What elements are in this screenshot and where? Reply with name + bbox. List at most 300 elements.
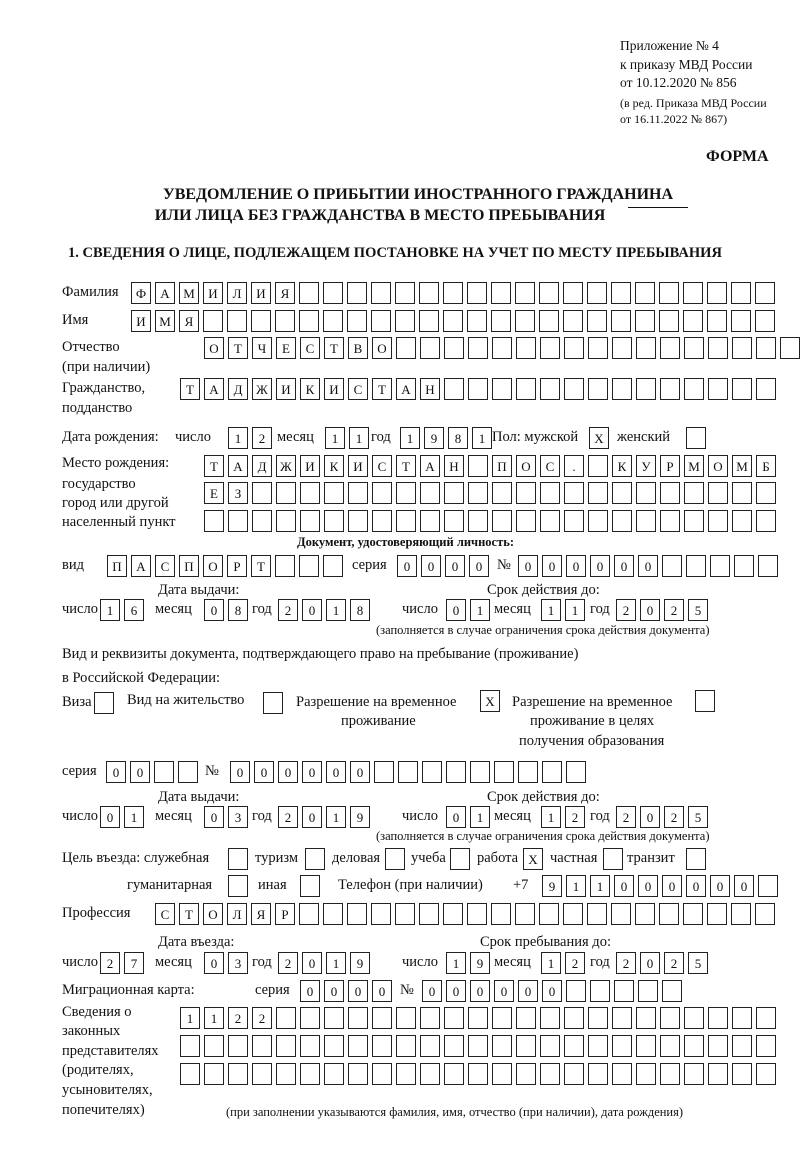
char-cell[interactable] — [614, 980, 634, 1002]
char-cell[interactable] — [300, 1063, 320, 1085]
char-cell[interactable]: 0 — [566, 555, 586, 577]
char-cell[interactable] — [300, 1007, 320, 1029]
char-cell[interactable] — [468, 510, 488, 532]
char-cell[interactable]: 9 — [542, 875, 562, 897]
char-cell[interactable] — [468, 1035, 488, 1057]
char-cell[interactable]: Л — [227, 282, 247, 304]
char-cell[interactable] — [323, 555, 343, 577]
char-cell[interactable] — [395, 282, 415, 304]
char-cell[interactable]: 0 — [638, 555, 658, 577]
char-cell[interactable]: А — [420, 455, 440, 477]
char-cell[interactable] — [684, 510, 704, 532]
char-cell[interactable] — [731, 903, 751, 925]
checkbox[interactable] — [228, 875, 248, 897]
char-cell[interactable] — [758, 875, 778, 897]
char-cell[interactable] — [660, 1035, 680, 1057]
char-cell[interactable]: И — [300, 455, 320, 477]
char-cell[interactable]: К — [324, 455, 344, 477]
char-cell[interactable]: И — [203, 282, 223, 304]
checkbox[interactable] — [300, 875, 320, 897]
checkbox[interactable] — [305, 848, 325, 870]
field-doc-number[interactable] — [518, 555, 778, 577]
char-cell[interactable]: Н — [420, 378, 440, 400]
char-cell[interactable]: Б — [756, 455, 776, 477]
char-cell[interactable]: Я — [179, 310, 199, 332]
char-cell[interactable] — [180, 1063, 200, 1085]
char-cell[interactable] — [588, 510, 608, 532]
char-cell[interactable] — [708, 337, 728, 359]
char-cell[interactable]: 0 — [204, 599, 224, 621]
char-cell[interactable]: 0 — [422, 980, 442, 1002]
field-until-day[interactable] — [446, 952, 490, 974]
char-cell[interactable]: 2 — [616, 599, 636, 621]
field-stay-valid-year[interactable] — [616, 806, 708, 828]
char-cell[interactable] — [300, 482, 320, 504]
char-cell[interactable] — [588, 337, 608, 359]
char-cell[interactable]: Д — [228, 378, 248, 400]
checkbox[interactable] — [686, 427, 706, 449]
char-cell[interactable] — [491, 310, 511, 332]
char-cell[interactable]: 0 — [230, 761, 250, 783]
char-cell[interactable] — [708, 1063, 728, 1085]
char-cell[interactable] — [636, 1063, 656, 1085]
char-cell[interactable] — [732, 1063, 752, 1085]
char-cell[interactable] — [756, 1035, 776, 1057]
char-cell[interactable] — [563, 310, 583, 332]
char-cell[interactable] — [492, 378, 512, 400]
char-cell[interactable] — [516, 1035, 536, 1057]
char-cell[interactable]: 0 — [640, 806, 660, 828]
char-cell[interactable] — [684, 1063, 704, 1085]
field-stay-valid-month[interactable] — [541, 806, 585, 828]
char-cell[interactable]: Е — [204, 482, 224, 504]
char-cell[interactable] — [564, 1035, 584, 1057]
char-cell[interactable] — [372, 1007, 392, 1029]
char-cell[interactable] — [251, 310, 271, 332]
char-cell[interactable]: 1 — [541, 806, 561, 828]
field-birthplace-2[interactable] — [204, 482, 776, 504]
char-cell[interactable]: 0 — [302, 952, 322, 974]
char-cell[interactable]: 1 — [565, 599, 585, 621]
char-cell[interactable] — [756, 1007, 776, 1029]
char-cell[interactable]: 0 — [302, 806, 322, 828]
char-cell[interactable]: 0 — [542, 980, 562, 1002]
char-cell[interactable]: С — [372, 455, 392, 477]
char-cell[interactable] — [516, 510, 536, 532]
char-cell[interactable] — [348, 1035, 368, 1057]
field-mc-series[interactable] — [300, 980, 392, 1002]
field-stay-valid-day[interactable] — [446, 806, 490, 828]
field-until-month[interactable] — [541, 952, 585, 974]
char-cell[interactable] — [324, 1035, 344, 1057]
char-cell[interactable]: 0 — [302, 761, 322, 783]
char-cell[interactable] — [540, 482, 560, 504]
char-cell[interactable]: М — [179, 282, 199, 304]
char-cell[interactable]: Т — [396, 455, 416, 477]
char-cell[interactable] — [420, 1035, 440, 1057]
title-blank-line[interactable] — [628, 207, 688, 208]
char-cell[interactable] — [564, 1007, 584, 1029]
char-cell[interactable]: 3 — [228, 952, 248, 974]
char-cell[interactable]: 2 — [664, 806, 684, 828]
char-cell[interactable] — [566, 761, 586, 783]
field-doc-valid-month[interactable] — [541, 599, 585, 621]
field-sex-female[interactable] — [686, 427, 706, 449]
char-cell[interactable]: 2 — [664, 952, 684, 974]
char-cell[interactable]: 1 — [541, 952, 561, 974]
char-cell[interactable] — [470, 761, 490, 783]
char-cell[interactable] — [758, 555, 778, 577]
char-cell[interactable]: 0 — [518, 980, 538, 1002]
char-cell[interactable]: 0 — [324, 980, 344, 1002]
char-cell[interactable]: 5 — [688, 599, 708, 621]
char-cell[interactable] — [659, 903, 679, 925]
char-cell[interactable] — [203, 310, 223, 332]
char-cell[interactable]: 0 — [278, 761, 298, 783]
char-cell[interactable]: С — [155, 903, 175, 925]
field-stay-series[interactable] — [106, 761, 198, 783]
char-cell[interactable]: 0 — [446, 806, 466, 828]
char-cell[interactable]: Т — [180, 378, 200, 400]
field-sex-male[interactable] — [589, 427, 609, 449]
char-cell[interactable]: М — [732, 455, 752, 477]
char-cell[interactable] — [564, 482, 584, 504]
char-cell[interactable]: А — [204, 378, 224, 400]
field-stay-issue-month[interactable] — [204, 806, 248, 828]
char-cell[interactable] — [468, 1063, 488, 1085]
char-cell[interactable] — [348, 510, 368, 532]
char-cell[interactable]: 9 — [350, 952, 370, 974]
char-cell[interactable]: А — [228, 455, 248, 477]
char-cell[interactable] — [372, 1035, 392, 1057]
char-cell[interactable] — [660, 337, 680, 359]
char-cell[interactable] — [636, 482, 656, 504]
field-birthplace-3[interactable] — [204, 510, 776, 532]
char-cell[interactable] — [564, 378, 584, 400]
char-cell[interactable]: 3 — [228, 806, 248, 828]
char-cell[interactable]: З — [228, 482, 248, 504]
char-cell[interactable]: Т — [324, 337, 344, 359]
char-cell[interactable] — [540, 378, 560, 400]
char-cell[interactable]: И — [276, 378, 296, 400]
char-cell[interactable] — [468, 378, 488, 400]
char-cell[interactable]: 0 — [130, 761, 150, 783]
char-cell[interactable] — [396, 1063, 416, 1085]
char-cell[interactable]: 0 — [106, 761, 126, 783]
char-cell[interactable]: 0 — [254, 761, 274, 783]
char-cell[interactable] — [636, 1035, 656, 1057]
char-cell[interactable]: 1 — [541, 599, 561, 621]
char-cell[interactable] — [780, 337, 800, 359]
char-cell[interactable] — [494, 761, 514, 783]
char-cell[interactable] — [204, 1063, 224, 1085]
char-cell[interactable] — [662, 980, 682, 1002]
field-p-study[interactable] — [450, 848, 470, 870]
field-phone[interactable] — [542, 875, 778, 897]
char-cell[interactable] — [612, 1007, 632, 1029]
char-cell[interactable]: С — [155, 555, 175, 577]
char-cell[interactable]: 1 — [100, 599, 120, 621]
char-cell[interactable] — [636, 1007, 656, 1029]
char-cell[interactable] — [732, 1007, 752, 1029]
char-cell[interactable]: 0 — [469, 555, 489, 577]
char-cell[interactable] — [419, 282, 439, 304]
char-cell[interactable]: 0 — [100, 806, 120, 828]
char-cell[interactable] — [755, 282, 775, 304]
char-cell[interactable]: 2 — [278, 599, 298, 621]
char-cell[interactable] — [636, 337, 656, 359]
char-cell[interactable] — [611, 282, 631, 304]
char-cell[interactable] — [443, 903, 463, 925]
char-cell[interactable]: 1 — [349, 427, 369, 449]
char-cell[interactable] — [419, 903, 439, 925]
char-cell[interactable]: 1 — [228, 427, 248, 449]
char-cell[interactable] — [300, 510, 320, 532]
char-cell[interactable] — [252, 1063, 272, 1085]
char-cell[interactable] — [611, 903, 631, 925]
char-cell[interactable] — [395, 903, 415, 925]
char-cell[interactable]: Т — [179, 903, 199, 925]
char-cell[interactable]: 2 — [565, 952, 585, 974]
field-reps-2[interactable] — [180, 1035, 776, 1057]
char-cell[interactable] — [516, 1063, 536, 1085]
char-cell[interactable] — [515, 310, 535, 332]
field-citizenship[interactable] — [180, 378, 776, 400]
char-cell[interactable]: Ж — [252, 378, 272, 400]
char-cell[interactable] — [252, 1035, 272, 1057]
char-cell[interactable]: 5 — [688, 952, 708, 974]
char-cell[interactable] — [732, 482, 752, 504]
char-cell[interactable]: 0 — [686, 875, 706, 897]
char-cell[interactable] — [683, 903, 703, 925]
char-cell[interactable] — [756, 1063, 776, 1085]
char-cell[interactable] — [684, 1007, 704, 1029]
field-stay-issue-year[interactable] — [278, 806, 370, 828]
char-cell[interactable] — [734, 555, 754, 577]
checkbox[interactable] — [94, 692, 114, 714]
char-cell[interactable] — [468, 1007, 488, 1029]
char-cell[interactable] — [635, 310, 655, 332]
char-cell[interactable] — [276, 1063, 296, 1085]
field-doc-type[interactable] — [107, 555, 343, 577]
char-cell[interactable] — [492, 510, 512, 532]
char-cell[interactable] — [178, 761, 198, 783]
char-cell[interactable] — [566, 980, 586, 1002]
field-doc-issue-month[interactable] — [204, 599, 248, 621]
char-cell[interactable] — [324, 510, 344, 532]
char-cell[interactable]: 0 — [326, 761, 346, 783]
checkbox[interactable]: X — [589, 427, 609, 449]
char-cell[interactable]: Т — [204, 455, 224, 477]
char-cell[interactable]: 2 — [278, 806, 298, 828]
char-cell[interactable] — [660, 1063, 680, 1085]
char-cell[interactable] — [324, 1007, 344, 1029]
char-cell[interactable] — [443, 282, 463, 304]
char-cell[interactable]: 0 — [494, 980, 514, 1002]
char-cell[interactable] — [323, 310, 343, 332]
char-cell[interactable] — [587, 903, 607, 925]
char-cell[interactable] — [228, 1035, 248, 1057]
char-cell[interactable] — [180, 1035, 200, 1057]
char-cell[interactable]: 0 — [204, 952, 224, 974]
char-cell[interactable]: Я — [251, 903, 271, 925]
char-cell[interactable] — [396, 1035, 416, 1057]
field-p-official[interactable] — [228, 848, 248, 870]
char-cell[interactable] — [588, 378, 608, 400]
char-cell[interactable] — [348, 1063, 368, 1085]
char-cell[interactable] — [542, 761, 562, 783]
char-cell[interactable]: 1 — [204, 1007, 224, 1029]
char-cell[interactable] — [540, 510, 560, 532]
char-cell[interactable]: 1 — [325, 427, 345, 449]
char-cell[interactable] — [444, 337, 464, 359]
char-cell[interactable] — [564, 337, 584, 359]
char-cell[interactable] — [252, 510, 272, 532]
char-cell[interactable]: К — [612, 455, 632, 477]
char-cell[interactable] — [612, 378, 632, 400]
field-doc-valid-year[interactable] — [616, 599, 708, 621]
char-cell[interactable] — [515, 903, 535, 925]
char-cell[interactable] — [588, 1063, 608, 1085]
char-cell[interactable] — [444, 1007, 464, 1029]
char-cell[interactable]: Р — [275, 903, 295, 925]
char-cell[interactable]: Н — [444, 455, 464, 477]
char-cell[interactable]: 2 — [228, 1007, 248, 1029]
char-cell[interactable]: . — [564, 455, 584, 477]
char-cell[interactable]: И — [348, 455, 368, 477]
char-cell[interactable] — [275, 555, 295, 577]
char-cell[interactable] — [659, 310, 679, 332]
char-cell[interactable]: 8 — [448, 427, 468, 449]
char-cell[interactable]: 0 — [590, 555, 610, 577]
char-cell[interactable]: 0 — [518, 555, 538, 577]
char-cell[interactable] — [684, 482, 704, 504]
char-cell[interactable] — [492, 1063, 512, 1085]
char-cell[interactable] — [684, 1035, 704, 1057]
field-birth-year[interactable] — [400, 427, 492, 449]
char-cell[interactable] — [444, 482, 464, 504]
char-cell[interactable]: 1 — [400, 427, 420, 449]
char-cell[interactable] — [590, 980, 610, 1002]
char-cell[interactable] — [686, 555, 706, 577]
char-cell[interactable] — [707, 310, 727, 332]
char-cell[interactable] — [638, 980, 658, 1002]
char-cell[interactable] — [395, 310, 415, 332]
char-cell[interactable]: 8 — [350, 599, 370, 621]
char-cell[interactable] — [276, 1035, 296, 1057]
char-cell[interactable] — [660, 510, 680, 532]
char-cell[interactable] — [612, 1063, 632, 1085]
char-cell[interactable]: 8 — [228, 599, 248, 621]
char-cell[interactable] — [300, 1035, 320, 1057]
char-cell[interactable]: 1 — [446, 952, 466, 974]
char-cell[interactable] — [228, 510, 248, 532]
field-name[interactable] — [131, 310, 775, 332]
field-patronymic[interactable] — [204, 337, 800, 359]
char-cell[interactable] — [731, 282, 751, 304]
char-cell[interactable]: О — [204, 337, 224, 359]
char-cell[interactable]: 2 — [565, 806, 585, 828]
char-cell[interactable] — [708, 1007, 728, 1029]
checkbox[interactable]: X — [480, 690, 500, 712]
char-cell[interactable]: 0 — [446, 980, 466, 1002]
char-cell[interactable] — [708, 510, 728, 532]
field-p-other[interactable] — [300, 875, 320, 897]
char-cell[interactable] — [588, 1007, 608, 1029]
char-cell[interactable] — [588, 1035, 608, 1057]
char-cell[interactable] — [444, 510, 464, 532]
checkbox[interactable] — [603, 848, 623, 870]
char-cell[interactable] — [154, 761, 174, 783]
char-cell[interactable] — [756, 337, 776, 359]
char-cell[interactable]: 0 — [640, 599, 660, 621]
char-cell[interactable]: 2 — [278, 952, 298, 974]
char-cell[interactable]: 0 — [204, 806, 224, 828]
checkbox[interactable] — [450, 848, 470, 870]
char-cell[interactable]: 0 — [446, 599, 466, 621]
char-cell[interactable] — [539, 903, 559, 925]
char-cell[interactable]: 0 — [734, 875, 754, 897]
checkbox[interactable] — [228, 848, 248, 870]
char-cell[interactable]: С — [348, 378, 368, 400]
char-cell[interactable]: 0 — [300, 980, 320, 1002]
char-cell[interactable] — [611, 310, 631, 332]
char-cell[interactable] — [708, 1035, 728, 1057]
char-cell[interactable] — [444, 378, 464, 400]
char-cell[interactable] — [372, 482, 392, 504]
char-cell[interactable] — [516, 378, 536, 400]
char-cell[interactable] — [299, 310, 319, 332]
char-cell[interactable] — [660, 378, 680, 400]
char-cell[interactable] — [491, 282, 511, 304]
char-cell[interactable]: 7 — [124, 952, 144, 974]
char-cell[interactable] — [468, 455, 488, 477]
char-cell[interactable]: П — [179, 555, 199, 577]
char-cell[interactable]: П — [107, 555, 127, 577]
char-cell[interactable]: 0 — [640, 952, 660, 974]
char-cell[interactable] — [396, 337, 416, 359]
char-cell[interactable]: Д — [252, 455, 272, 477]
char-cell[interactable] — [324, 482, 344, 504]
char-cell[interactable]: Ж — [276, 455, 296, 477]
char-cell[interactable] — [587, 282, 607, 304]
char-cell[interactable] — [635, 903, 655, 925]
char-cell[interactable]: А — [155, 282, 175, 304]
char-cell[interactable] — [420, 482, 440, 504]
char-cell[interactable] — [371, 903, 391, 925]
char-cell[interactable] — [612, 482, 632, 504]
char-cell[interactable]: С — [300, 337, 320, 359]
char-cell[interactable] — [371, 282, 391, 304]
char-cell[interactable]: Р — [660, 455, 680, 477]
char-cell[interactable] — [348, 1007, 368, 1029]
char-cell[interactable] — [347, 310, 367, 332]
char-cell[interactable] — [372, 510, 392, 532]
char-cell[interactable]: 2 — [100, 952, 120, 974]
field-p-work[interactable] — [523, 848, 543, 870]
char-cell[interactable]: 2 — [616, 952, 636, 974]
char-cell[interactable] — [446, 761, 466, 783]
field-visa[interactable] — [94, 692, 114, 714]
char-cell[interactable] — [468, 337, 488, 359]
char-cell[interactable]: Р — [227, 555, 247, 577]
char-cell[interactable]: 1 — [124, 806, 144, 828]
char-cell[interactable]: 1 — [470, 806, 490, 828]
char-cell[interactable] — [347, 903, 367, 925]
char-cell[interactable]: 1 — [590, 875, 610, 897]
char-cell[interactable] — [515, 282, 535, 304]
char-cell[interactable]: 0 — [372, 980, 392, 1002]
